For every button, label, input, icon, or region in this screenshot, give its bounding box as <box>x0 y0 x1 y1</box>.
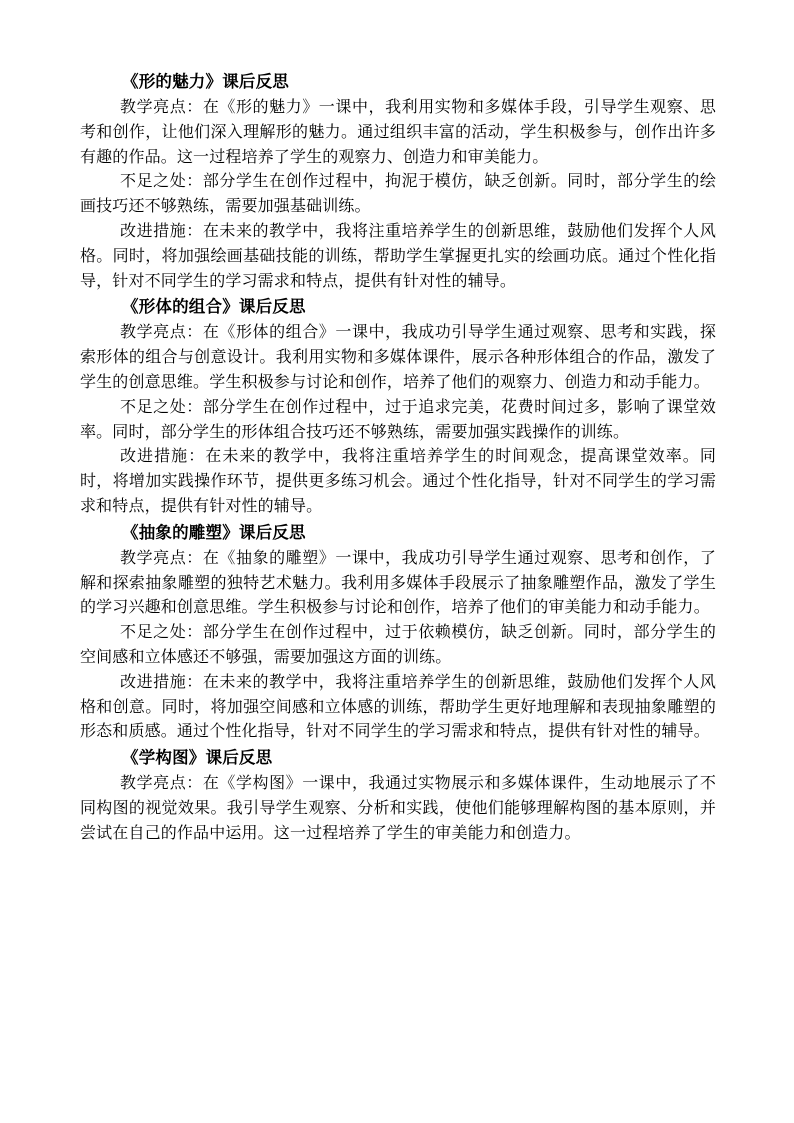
reflection-section-abstract-sculpture <box>80 519 716 744</box>
reflection-section-composition <box>80 744 716 845</box>
shortcomings-paragraph: 不足之处：部分学生在创作过程中，过于追求完美，花费时间过多，影响了课堂效率。同时，部分学生的形体组合技巧还不够熟练，需要加强实践操作的训练。 <box>80 396 716 441</box>
reflection-section-shape-charm <box>80 68 716 293</box>
section-title: 《学构图》课后反思 <box>122 748 273 768</box>
shortcomings-paragraph: 不足之处：部分学生在创作过程中，拘泥于模仿，缺乏创新。同时，部分学生的绘画技巧还不够熟练，需要加强基础训练。 <box>80 171 716 216</box>
highlights-paragraph: 教学亮点：在《形的魅力》一课中，我利用实物和多媒体手段，引导学生观察、思考和创作，让他们深入理解形的魅力。通过组织丰富的活动，学生积极参与，创作出许多有趣的作品。这一过程培养了学生的观察力、创造力和审美能力。 <box>80 97 716 166</box>
improvements-paragraph: 改进措施：在未来的教学中，我将注重培养学生的时间观念，提高课堂效率。同时，将增加实践操作环节，提供更多练习机会。通过个性化指导，针对不同学生的学习需求和特点，提供有针对性的辅导。 <box>80 446 716 515</box>
shortcomings-paragraph: 不足之处：部分学生在创作过程中，过于依赖模仿，缺乏创新。同时，部分学生的空间感和立体感还不够强，需要加强这方面的训练。 <box>80 622 716 666</box>
improvements-paragraph: 改进措施：在未来的教学中，我将注重培养学生的创新思维，鼓励他们发挥个人风格。同时，将加强绘画基础技能的训练，帮助学生掌握更扎实的绘画功底。通过个性化指导，针对不同学生的学习需求和特点，提供有针对性的辅导。 <box>80 220 716 290</box>
section-title: 《抽象的雕塑》课后反思 <box>122 522 306 542</box>
reflection-section-form-combination <box>80 293 716 518</box>
highlights-paragraph: 教学亮点：在《抽象的雕塑》一课中，我成功引导学生通过观察、思考和创作，了解和探索抽象雕塑的独特艺术魅力。我利用多媒体手段展示了抽象雕塑作品，激发了学生的学习兴趣和创意思维。学生积极参与讨论和创作，培养了他们的审美能力和动手能力。 <box>80 547 716 617</box>
section-title: 《形体的组合》课后反思 <box>122 297 306 317</box>
highlights-paragraph: 教学亮点：在《形体的组合》一课中，我成功引导学生通过观察、思考和实践，探索形体的组合与创意设计。我利用实物和多媒体课件，展示各种形体组合的作品，激发了学生的创意思维。学生积极参与讨论和创作，培养了他们的观察力、创造力和动手能力。 <box>80 322 716 391</box>
highlights-paragraph: 教学亮点：在《学构图》一课中，我通过实物展示和多媒体课件，生动地展示了不同构图的视觉效果。我引导学生观察、分析和实践，使他们能够理解构图的基本原则，并尝试在自己的作品中运用。这一过程培养了学生的审美能力和创造力。 <box>80 773 716 842</box>
section-title: 《形的魅力》课后反思 <box>122 72 289 91</box>
improvements-paragraph: 改进措施：在未来的教学中，我将注重培养学生的创新思维，鼓励他们发挥个人风格和创意。同时，将加强空间感和立体感的训练，帮助学生更好地理解和表现抽象雕塑的形态和质感。通过个性化指导，针对不同学生的学习需求和特点，提供有针对性的辅导。 <box>80 671 716 741</box>
document-page <box>80 68 716 846</box>
